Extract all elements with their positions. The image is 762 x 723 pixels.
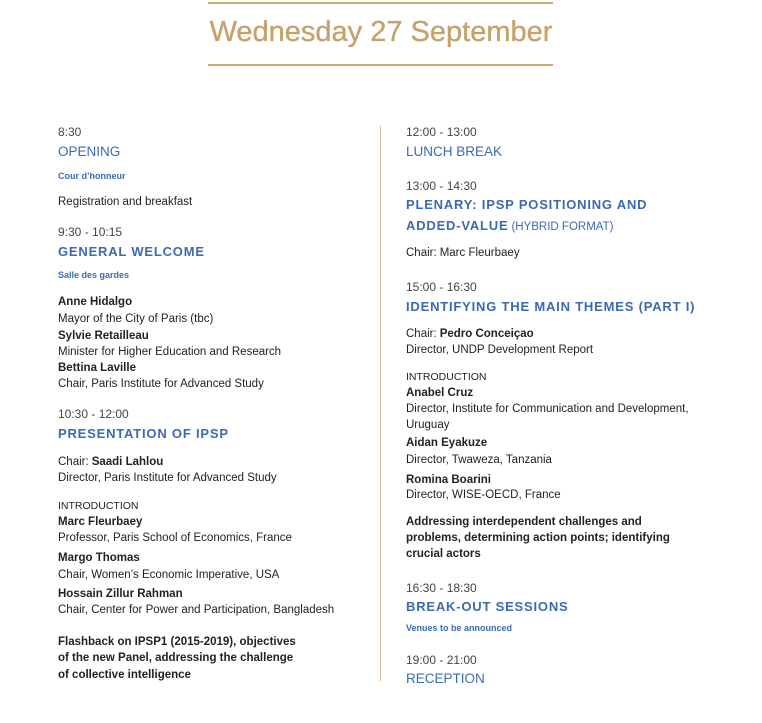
session-time: 13:00 - 14:30 [406, 179, 477, 193]
session-venue: Cour d’honneur [58, 171, 126, 181]
speaker-name: Marc Fleurbaey [58, 516, 143, 528]
chair-role: Director, UNDP Development Report [406, 344, 594, 356]
chair-name: Pedro Conceiçao [439, 328, 534, 340]
session-format: (HYBRID FORMAT) [511, 221, 614, 233]
session-title-continued: ADDED-VALUE [406, 218, 509, 233]
session-title: PLENARY: IPSP POSITIONING AND [406, 197, 648, 212]
speaker-role: Chair, Women’s Economic Imperative, USA [58, 569, 280, 581]
speaker-role: Mayor of the City of Paris (tbc) [58, 313, 214, 325]
session-title: RECEPTION [406, 671, 485, 686]
header-top-rule [208, 2, 553, 4]
chair-label: Chair: [58, 456, 89, 468]
speaker-role: Director, Institute for Communication and Development, Uruguay [406, 403, 689, 431]
speaker-name: Bettina Laville [58, 362, 136, 374]
speaker-role: Director, WISE-OECD, France [406, 489, 561, 501]
session-title: BREAK-OUT SESSIONS [406, 599, 569, 614]
topic-line: Addressing interdependent challenges and [406, 516, 642, 528]
session-title: OPENING [58, 144, 121, 159]
chair-label: Chair: [406, 328, 437, 340]
chair-name: Saadi Lahlou [91, 456, 164, 468]
introduction-label: INTRODUCTION [58, 500, 139, 512]
chair-line [406, 327, 534, 341]
topic-line: Flashback on IPSP1 (2015-2019), objectives [58, 636, 296, 648]
topic-line: problems, determining action points; identifying [406, 532, 670, 544]
speaker-name: Hossain Zillur Rahman [58, 588, 183, 600]
session-venue: Venues to be announced [406, 623, 513, 633]
session-time: 9:30 - 10:15 [58, 225, 123, 239]
speaker-name: Margo Thomas [58, 552, 140, 564]
speaker-name: Sylvie Retailleau [58, 330, 149, 342]
session-venue: Salle des gardes [58, 270, 130, 280]
session-time: 8:30 [58, 125, 82, 139]
session-title: LUNCH BREAK [406, 144, 503, 159]
chair-line [406, 246, 520, 260]
session-title: GENERAL WELCOME [58, 244, 205, 259]
session-title: IDENTIFYING THE MAIN THEMES (PART I) [406, 299, 696, 314]
speaker-role: Director, Twaweza, Tanzania [406, 454, 552, 466]
page-title: Wednesday 27 September [209, 16, 553, 48]
session-note: Registration and breakfast [58, 196, 193, 208]
speaker-name: Aidan Eyakuze [406, 437, 488, 449]
introduction-label: INTRODUCTION [406, 371, 487, 383]
session-time: 19:00 - 21:00 [406, 653, 477, 667]
topic-line: of the new Panel, addressing the challenge [58, 652, 294, 664]
chair-role: Director, Paris Institute for Advanced Study [58, 472, 277, 484]
session-title: PRESENTATION OF IPSP [58, 426, 229, 441]
speaker-role: Professor, Paris School of Economics, France [58, 532, 292, 544]
session-time: 16:30 - 18:30 [406, 581, 477, 595]
topic-line: crucial actors [406, 548, 481, 560]
speaker-name: Romina Boarini [406, 474, 491, 486]
speaker-name: Anabel Cruz [406, 387, 474, 399]
speaker-name: Anne Hidalgo [58, 296, 133, 308]
session-time: 15:00 - 16:30 [406, 280, 477, 294]
speaker-role: Minister for Higher Education and Research [58, 346, 282, 358]
session-time: 10:30 - 12:00 [58, 407, 129, 421]
session-title-line2 [406, 218, 613, 235]
speaker-role: Chair, Paris Institute for Advanced Study [58, 378, 264, 390]
chair-label: Chair: [406, 247, 437, 259]
speaker-role: Chair, Center for Power and Participation, Bangladesh [58, 604, 335, 616]
session-time: 12:00 - 13:00 [406, 125, 477, 139]
chair-name: Marc Fleurbaey [439, 247, 520, 259]
topic-line: of collective intelligence [58, 669, 191, 681]
column-divider [380, 126, 381, 681]
header-bottom-rule [208, 64, 553, 66]
chair-line [58, 455, 163, 469]
